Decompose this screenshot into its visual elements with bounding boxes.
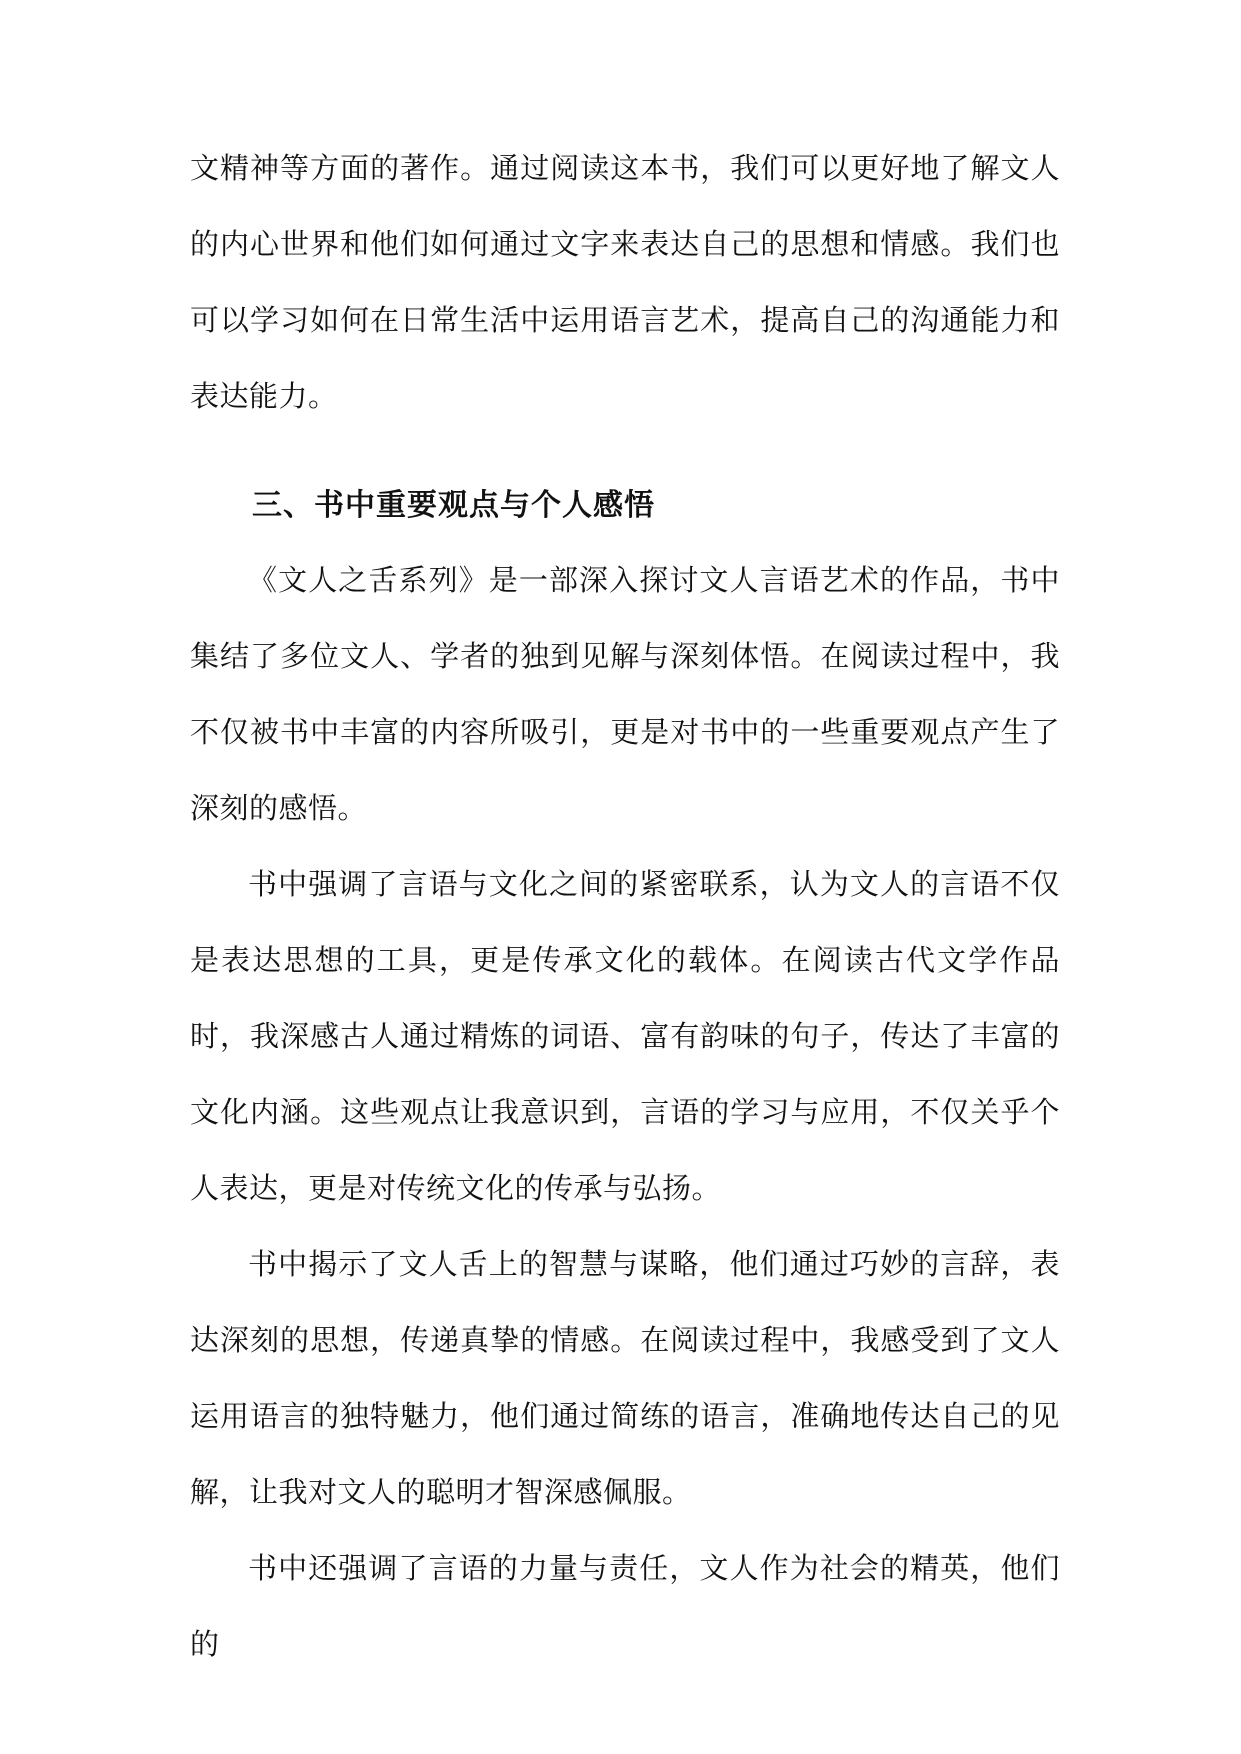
section-heading: 三、书中重要观点与个人感悟: [252, 488, 655, 523]
body-paragraph-4: 书中还强调了言语的力量与责任，文人作为社会的精英，他们的: [190, 1551, 1060, 1661]
continuation-paragraph: 文精神等方面的著作。通过阅读这本书，我们可以更好地了解文人的内心世界和他们如何通过文字来表达自己的思想和情感。我们也可以学习如何在日常生活中运用语言艺术，提高自己的沟通能力和表达能力。: [190, 151, 1060, 413]
document-body: [190, 130, 1060, 1682]
body-paragraph-1: 《文人之舌系列》是一部深入探讨文人言语艺术的作品，书中集结了多位文人、学者的独到见解与深刻体悟。在阅读过程中，我不仅被书中丰富的内容所吸引，更是对书中的一些重要观点产生了深刻的感悟。: [190, 563, 1060, 825]
body-paragraph-2: 书中强调了言语与文化之间的紧密联系，认为文人的言语不仅是表达思想的工具，更是传承文化的载体。在阅读古代文学作品时，我深感古人通过精炼的词语、富有韵味的句子，传达了丰富的文化内涵。这些观点让我意识到，言语的学习与应用，不仅关乎个人表达，更是对传统文化的传承与弘扬。: [190, 867, 1060, 1205]
body-paragraph-3: 书中揭示了文人舌上的智慧与谋略，他们通过巧妙的言辞，表达深刻的思想，传递真挚的情感。在阅读过程中，我感受到了文人运用语言的独特魅力，他们通过简练的语言，准确地传达自己的见解，让我对文人的聪明才智深感佩服。: [190, 1247, 1060, 1509]
